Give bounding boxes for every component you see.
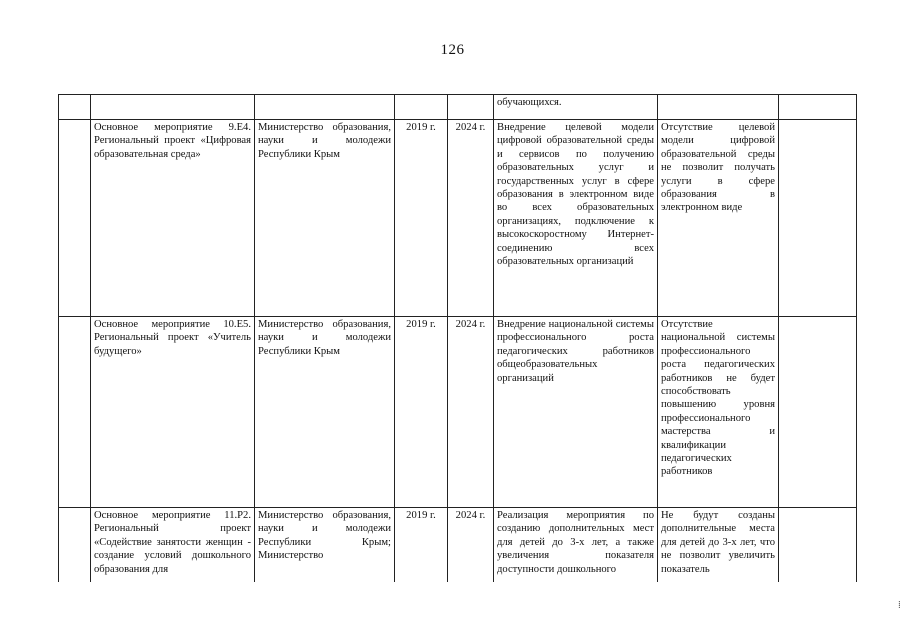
cell-end-year: 2024 г. <box>448 508 494 583</box>
table-row <box>59 95 857 120</box>
cell-link <box>779 508 857 583</box>
table-row <box>59 120 857 317</box>
cell-end-year: 2024 г. <box>448 120 494 317</box>
cell-consequence <box>658 95 779 120</box>
cell-activity <box>91 95 255 120</box>
cell-consequence: Отсутствие целевой модели цифровой образовательной среды не позволит получать услуги в сфере образования в электронном виде <box>658 120 779 317</box>
cell-executor: Министерство образования, науки и молодежи Республики Крым; Министерство <box>255 508 395 583</box>
cell-expected-result: Внедрение целевой модели цифровой образовательной среды и сервисов по получению образовательных услуг и государственных услуг в сфере образования в электронном виде во всех образовательных организациях, подключение к высокоскоростному Интернет-соединению всех образовательных организаций <box>494 120 658 317</box>
table-row <box>59 317 857 508</box>
cell-expected-result: обучающихся. <box>494 95 658 120</box>
cell-end-year: 2024 г. <box>448 317 494 508</box>
cell-executor: Министерство образования, науки и молодежи Республики Крым <box>255 120 395 317</box>
cell-link <box>779 120 857 317</box>
cell-link <box>779 317 857 508</box>
cell-executor: Министерство образования, науки и молодежи Республики Крым <box>255 317 395 508</box>
cell-num <box>59 120 91 317</box>
cell-expected-result: Реализация мероприятия по созданию дополнительных мест для детей до 3-х лет, а также увеличения показателя доступности дошкольного <box>494 508 658 583</box>
cell-end-year <box>448 95 494 120</box>
cell-activity: Основное мероприятие 11.Р2. Региональный проект «Содействие занятости женщин - создание условий дошкольного образования для <box>91 508 255 583</box>
cell-start-year <box>395 95 448 120</box>
cell-activity: Основное мероприятие 10.Е5. Региональный проект «Учитель будущего» <box>91 317 255 508</box>
page-number: 126 <box>440 42 465 58</box>
cell-start-year: 2019 г. <box>395 508 448 583</box>
cell-start-year: 2019 г. <box>395 317 448 508</box>
cell-consequence: Отсутствие национальной системы профессионального роста педагогических работников не будет способствовать повышению уровня профессионального мастерства и квалификации педагогических работников <box>658 317 779 508</box>
scan-edge-mark: ⁞ <box>898 600 901 611</box>
cell-start-year: 2019 г. <box>395 120 448 317</box>
cell-consequence: Не будут созданы дополнительные места для детей до 3-х лет, что не позволит увеличить показатель <box>658 508 779 583</box>
cell-link <box>779 95 857 120</box>
cell-num <box>59 508 91 583</box>
cell-num <box>59 317 91 508</box>
program-activities-table <box>58 94 857 582</box>
cell-activity: Основное мероприятие 9.Е4. Региональный проект «Цифровая образовательная среда» <box>91 120 255 317</box>
cell-num <box>59 95 91 120</box>
cell-executor <box>255 95 395 120</box>
table-row <box>59 508 857 583</box>
cell-expected-result: Внедрение национальной системы профессионального роста педагогических работников общеобразовательных организаций <box>494 317 658 508</box>
